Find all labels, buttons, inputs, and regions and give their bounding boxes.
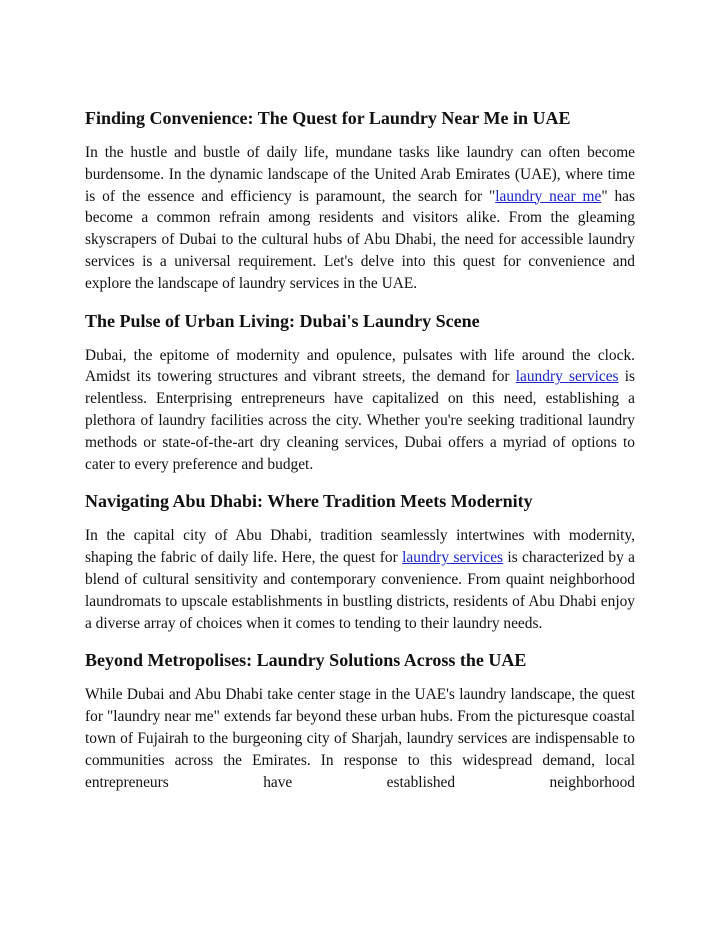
- section-heading: Navigating Abu Dhabi: Where Tradition Meets Modernity: [85, 491, 533, 512]
- section-paragraph: [85, 345, 635, 476]
- paragraph-text: Dubai, the epitome of modernity and opulence, pulsates with life around the clock. Amidst its towering structures and vibrant streets, the demand for: [85, 346, 635, 386]
- section-finding-convenience: [85, 106, 635, 295]
- section-heading: Finding Convenience: The Quest for Laundry Near Me in UAE: [85, 108, 571, 128]
- paragraph-text: is relentless. Enterprising entrepreneurs have capitalized on this need, establishing a plethora of laundry facilities across the city. Whether you're seeking traditional laundry methods or state-of-the-art dry cleaning services, Dubai offers a myriad of options to cater to every preference and budget.: [85, 368, 635, 473]
- section-paragraph: While Dubai and Abu Dhabi take center stage in the UAE's laundry landscape, the quest for "laundry near me" extends far beyond these urban hubs. From the picturesque coastal town of Fujairah to the burgeoning city of Sharjah, laundry services are indispensable to communities across the Emirates. In response to this widespread demand, local entrepreneurs have established neighborhood: [85, 686, 635, 791]
- paragraph-text: is characterized by a blend of cultural sensitivity and contemporary convenience. From quaint neighborhood laundromats to upscale establishments in bustling districts, residents of Abu Dhabi enjoy a diverse array of choices when it comes to tending to their laundry needs.: [85, 549, 636, 632]
- section-heading: Beyond Metropolises: Laundry Solutions Across the UAE: [85, 650, 527, 671]
- section-dubai-laundry-scene: [85, 309, 635, 476]
- section-paragraph: [85, 142, 635, 295]
- section-beyond-metropolises: [85, 648, 635, 793]
- laundry-near-me-link[interactable]: laundry near me: [495, 187, 602, 205]
- paragraph-text: In the capital city of Abu Dhabi, tradition seamlessly intertwines with modernity, shaping the fabric of daily life. Here, the quest for: [85, 527, 635, 567]
- paragraph-text: In the hustle and bustle of daily life, mundane tasks like laundry can often become burdensome. In the dynamic landscape of the United Arab Emirates (UAE), where time is of the essence and efficiency is paramount, the search for ": [85, 144, 635, 205]
- section-paragraph: [85, 525, 635, 634]
- laundry-services-link[interactable]: laundry services: [515, 368, 619, 386]
- section-abu-dhabi: [85, 489, 635, 634]
- paragraph-text: " has become a common refrain among residents and visitors alike. From the gleaming skyscrapers of Dubai to the cultural hubs of Abu Dhabi, the need for accessible laundry services is a universal requirement. Let's delve into this quest for convenience and explore the landscape of laundry services in the UAE.: [85, 187, 636, 292]
- section-heading: The Pulse of Urban Living: Dubai's Laundry Scene: [85, 310, 480, 331]
- laundry-services-link[interactable]: laundry services: [402, 549, 504, 567]
